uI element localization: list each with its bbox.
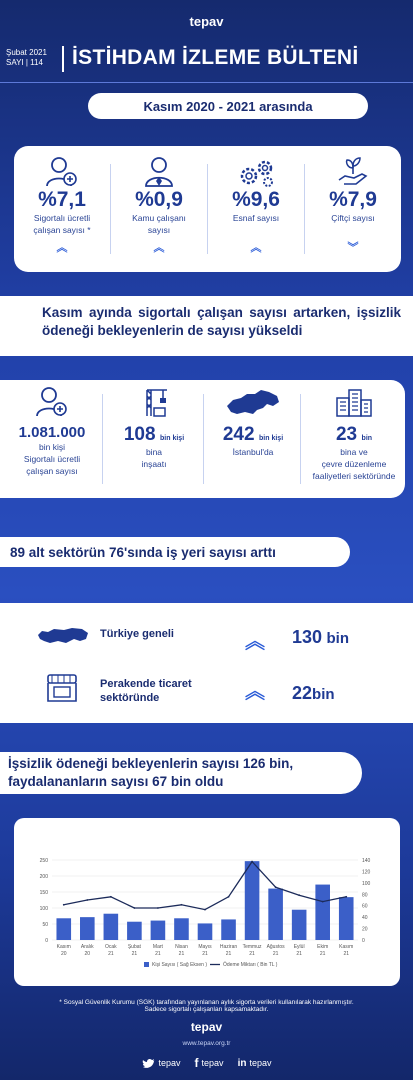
stat-label: Çiftçi sayısı [331, 213, 375, 223]
gears-icon [208, 156, 304, 188]
brand-logo: tepav [189, 14, 224, 29]
x-tick-label-year: 21 [296, 951, 302, 957]
chart-point [86, 899, 88, 901]
y-left-tick-label: 200 [39, 874, 48, 880]
chevron-down-icon: ︾ [347, 242, 359, 254]
social-links [0, 1056, 413, 1070]
chevron-up-icon: ︽ [153, 242, 165, 254]
chart-point [275, 886, 277, 888]
stat-landscape-sector [304, 386, 404, 482]
divider [203, 394, 204, 484]
chart-point [345, 896, 347, 898]
legend-label: Kişi Sayısı ( Sağ Eksen ) [152, 962, 208, 968]
footnote [0, 999, 413, 1013]
chart-bar [127, 922, 142, 940]
stat-label: çevre düzenleme [321, 459, 387, 469]
stat-label: sayısı [147, 225, 171, 235]
y-right-tick-label: 80 [362, 892, 368, 899]
chart-point [133, 907, 135, 909]
chart-card [14, 818, 400, 986]
stat-label: inşaatı [141, 459, 167, 469]
stat-unit: bin kişi [160, 435, 185, 442]
y-right-tick-label: 100 [362, 880, 371, 887]
x-tick-label: Kasım [56, 944, 71, 950]
y-left-tick-label: 150 [39, 890, 48, 896]
sector-card [0, 603, 413, 723]
stat-label [305, 224, 401, 236]
chart-line [64, 862, 346, 910]
stat-building-construction [106, 386, 202, 470]
chart-point [322, 901, 324, 903]
person-plus-icon [4, 386, 100, 418]
stat-insured-employees [14, 156, 110, 255]
footnote-line: * Sosyal Güvenlik Kurumu (SGK) tarafından yayınlanan aylık sigorta verileri kullanılarak hazırlanmıştır. [59, 999, 354, 1006]
x-tick-label-year: 21 [272, 951, 279, 957]
footer-url[interactable]: www.tepav.org.tr [182, 1040, 231, 1047]
sector-value: 22 [292, 683, 313, 703]
x-tick-label: Temmuz [242, 944, 262, 950]
sector-label: Perakende ticaret [100, 678, 192, 690]
istanbul-map-icon [205, 386, 301, 418]
x-tick-label-year: 21 [225, 951, 232, 957]
chart-point [298, 894, 300, 896]
crane-icon [106, 386, 202, 418]
stat-value: %0,9 [135, 188, 183, 211]
x-tick-label-year: 21 [343, 951, 350, 957]
chart-bar [56, 918, 71, 940]
chevron-up-icon: ︽ [245, 681, 265, 703]
chevron-up-icon: ︽ [56, 242, 68, 254]
sector-unit: bin [326, 630, 349, 647]
turkey-map-icon [36, 625, 90, 652]
chart-bar [315, 885, 330, 940]
chart-point [181, 904, 183, 906]
sector-label: Türkiye geneli [100, 628, 174, 640]
stat-public-employees [111, 156, 207, 255]
stat-label: çalışan sayısı * [33, 225, 91, 235]
top-stats-card [14, 146, 401, 272]
footnote-line: Sadece sigortalı çalışanları kapsamaktadır. [144, 1006, 269, 1013]
chart-point [157, 907, 159, 909]
period-pill [88, 93, 368, 119]
chart-bar [104, 914, 119, 940]
chart-bar [245, 861, 260, 940]
stat-value: %7,1 [38, 188, 86, 211]
y-left-tick-label: 50 [42, 922, 48, 928]
linkedin-icon: in [237, 1057, 247, 1069]
y-right-tick-label: 0 [362, 938, 365, 944]
x-tick-label-year: 21 [108, 951, 114, 957]
y-left-tick-label: 100 [39, 906, 48, 912]
x-tick-label-year: 21 [249, 951, 255, 957]
chart-bar [339, 897, 354, 940]
chart-bar [174, 918, 189, 940]
legend-label: Ödeme Miktarı ( Bin TL ) [223, 962, 278, 968]
chart-bar [221, 919, 236, 940]
stat-farmers [305, 156, 401, 255]
issue-number: SAYI | 114 [6, 58, 43, 67]
headline-message-2 [0, 537, 350, 567]
social-label: tepav [201, 1058, 224, 1068]
stat-label: bina ve [340, 447, 368, 457]
chart-point [63, 904, 65, 906]
social-link-twitter[interactable] [142, 1058, 181, 1069]
social-label: tepav [158, 1058, 181, 1068]
sector-value: 130 [292, 627, 323, 647]
stat-label: bina [145, 447, 163, 457]
x-tick-label-year: 20 [60, 951, 67, 957]
y-left-tick-label: 0 [45, 938, 48, 944]
social-label: tepav [249, 1058, 272, 1068]
x-tick-label-year: 21 [178, 951, 185, 957]
sector-label: sektöründe [100, 692, 160, 704]
stat-value: 108 [123, 424, 156, 445]
stat-value: 23 [335, 424, 358, 445]
y-right-tick-label: 60 [362, 903, 368, 910]
chart-bar [80, 917, 95, 940]
person-icon [111, 156, 207, 188]
header-divider [62, 46, 64, 72]
stat-label: çalışan sayısı [26, 466, 78, 476]
stat-tradesmen [208, 156, 304, 255]
x-tick-label-year: 21 [319, 951, 326, 957]
y-right-tick-label: 40 [362, 915, 368, 922]
facebook-icon: f [194, 1056, 199, 1070]
x-tick-label: Şubat [127, 944, 141, 950]
issue-info [6, 48, 56, 68]
chart-bar [292, 910, 307, 940]
mid-stats-card [0, 380, 405, 498]
x-tick-label: Aralık [80, 944, 94, 950]
social-link-facebook[interactable] [195, 1056, 224, 1070]
x-tick-label: Ağustos [266, 944, 285, 950]
stat-unit: bin kişi [259, 435, 284, 442]
stat-value: %9,6 [232, 188, 280, 211]
person-plus-icon [14, 156, 110, 188]
x-tick-label-year: 21 [155, 951, 161, 957]
stat-label: Kamu çalışanı [132, 213, 186, 223]
stat-label: faaliyetleri sektöründe [312, 471, 396, 481]
page-title: İSTİHDAM İZLEME BÜLTENİ [72, 46, 359, 69]
shop-icon [44, 673, 80, 708]
chart-point [204, 909, 206, 911]
x-tick-label-year: 21 [131, 951, 138, 957]
stat-label: Sigortalı ücretli [33, 213, 91, 223]
y-right-tick-label: 140 [362, 858, 371, 864]
period-text: Kasım 2020 - 2021 arasında [143, 98, 313, 114]
stat-value: 242 [222, 424, 255, 445]
sector-unit: bin [312, 686, 335, 703]
divider [102, 394, 103, 484]
stat-unit: bin [361, 435, 373, 442]
y-left-tick-label: 250 [39, 858, 48, 864]
stat-unit: bin kişi [39, 442, 65, 452]
headline-message-3 [0, 752, 362, 794]
x-tick-label: Kasım [339, 944, 354, 950]
headline-text: İşsizlik ödeneği bekleyenlerin sayısı 126 bin, [8, 756, 294, 771]
y-right-tick-label: 120 [362, 869, 371, 876]
headline-message-1 [0, 296, 413, 356]
stat-istanbul [205, 386, 301, 458]
header-rule [0, 82, 413, 83]
unemployment-chart [14, 818, 400, 986]
headline-text: faydalananların sayısı 67 bin oldu [8, 774, 224, 789]
x-tick-label: Haziran [219, 944, 238, 950]
stat-value: %7,9 [329, 188, 377, 211]
footer-brand: tepav [190, 1020, 223, 1034]
x-tick-label: Mayıs [198, 944, 212, 950]
chart-bar [268, 889, 283, 940]
buildings-icon [304, 386, 404, 418]
twitter-icon [142, 1058, 156, 1069]
x-tick-label-year: 20 [84, 951, 91, 957]
stat-value: 1.081.000 [18, 424, 86, 441]
x-tick-label: Nisan [175, 944, 188, 950]
stat-label: İstanbul'da [232, 447, 274, 457]
legend-swatch-bars [144, 962, 149, 967]
x-tick-label: Eylül [293, 944, 305, 950]
y-right-tick-label: 20 [362, 926, 368, 933]
chart-point [228, 896, 230, 898]
chart-bar [151, 921, 166, 940]
chevron-up-icon: ︽ [245, 631, 265, 653]
stat-label: Esnaf sayısı [232, 213, 280, 223]
headline-text: Kasım ayında sigortalı çalışan sayısı artarken, işsizlik ödeneği bekleyenlerin de sayısı yükseldi [42, 305, 401, 338]
social-link-linkedin[interactable] [238, 1058, 272, 1069]
chart-point [251, 861, 253, 863]
stat-label [208, 224, 304, 236]
stat-label: Sigortalı ücretli [23, 454, 81, 464]
chart-bar [198, 923, 213, 940]
headline-text: 89 alt sektörün 76'sında iş yeri sayısı arttı [10, 544, 276, 560]
chevron-up-icon: ︽ [250, 242, 262, 254]
x-tick-label: Ocak [105, 944, 117, 950]
x-tick-label: Mart [152, 944, 163, 950]
chart-point [110, 896, 112, 898]
hand-plant-icon [305, 156, 401, 188]
x-tick-label: Ekim [317, 944, 329, 950]
issue-date: Şubat 2021 [6, 48, 47, 57]
x-tick-label-year: 21 [202, 951, 208, 957]
stat-insured-total [4, 386, 100, 477]
